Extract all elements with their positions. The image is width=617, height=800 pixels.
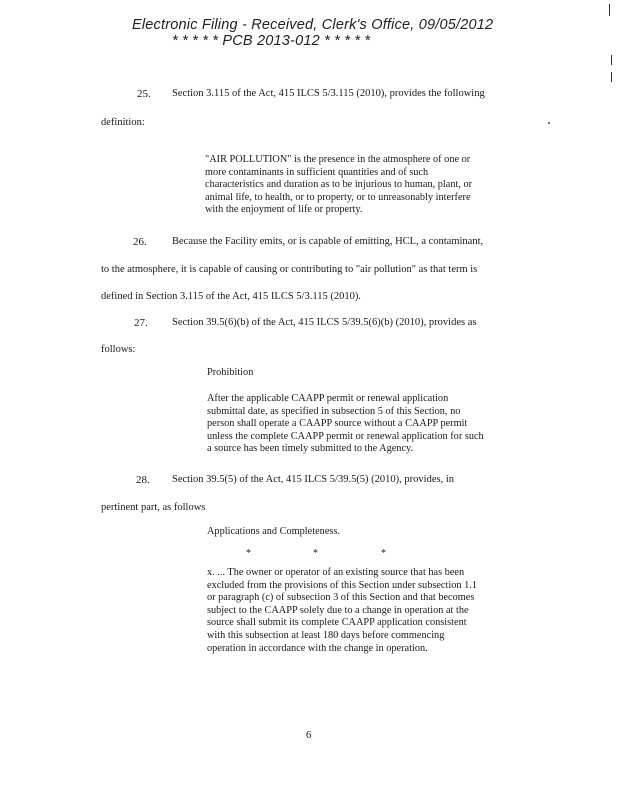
filing-stamp-line2: * * * * * PCB 2013-012 * * * * * xyxy=(172,33,371,49)
quote-line: unless the complete CAAPP permit or renewal application for such xyxy=(207,430,484,442)
quote-line: submittal date, as specified in subsection 5 of this Section, no xyxy=(207,405,461,417)
ellipsis-asterisk: * xyxy=(381,548,386,559)
paragraph-number-27: 27. xyxy=(134,317,148,329)
paragraph-26-line: to the atmosphere, it is capable of causing or contributing to "air pollution" as that term is xyxy=(101,264,478,275)
block-quote-prohibition xyxy=(207,393,484,456)
quote-line: source shall submit its complete CAAPP application consistent xyxy=(207,617,467,629)
quote-line: more contaminants in sufficient quantities and of such xyxy=(205,166,429,178)
block-quote-applications xyxy=(207,567,477,655)
quote-line: with this subsection at least 180 days before commencing xyxy=(207,629,445,641)
paragraph-26-line: Because the Facility emits, or is capable of emitting, HCL, a contaminant, xyxy=(172,236,484,247)
paragraph-number-25: 25. xyxy=(137,88,151,100)
quote-line: or paragraph (c) of subsection 3 of this Section and that becomes xyxy=(207,592,475,604)
ellipsis-asterisk: * xyxy=(313,548,318,559)
paragraph-27-line: Section 39.5(6)(b) of the Act, 415 ILCS 5/39.5(6)(b) (2010), provides as xyxy=(172,317,477,328)
quote-line: operation in accordance with the change in operation. xyxy=(207,642,428,654)
quote-line: "AIR POLLUTION" is the presence in the atmosphere of one or xyxy=(205,154,471,165)
quote-line: excluded from the provisions of this Section under subsection 1.1 xyxy=(207,579,477,591)
paragraph-25-line: Section 3.115 of the Act, 415 ILCS 5/3.115 (2010), provides the following xyxy=(172,88,485,99)
quote-line: with the enjoyment of life or property. xyxy=(205,204,363,216)
scan-speck xyxy=(548,122,550,124)
scan-edge-mark xyxy=(611,55,612,65)
quote-line: After the applicable CAAPP permit or renewal application xyxy=(207,393,449,404)
paragraph-25-line: definition: xyxy=(101,117,145,128)
quote-line: characteristics and duration as to be injurious to human, plant, or xyxy=(205,179,473,191)
quote-line: subject to the CAAPP solely due to a change in operation at the xyxy=(207,604,469,616)
quote-line: animal life, to health, or to property, or to unreasonably interfere xyxy=(205,191,471,203)
quote-line: a source has been timely submitted to the Agency. xyxy=(207,443,414,455)
paragraph-number-28: 28. xyxy=(136,474,150,486)
ellipsis-asterisk: * xyxy=(246,548,251,559)
paragraph-28-line: pertinent part, as follows xyxy=(101,502,206,513)
quote-title-applications: Applications and Completeness. xyxy=(207,526,340,537)
block-quote-air-pollution xyxy=(205,154,472,217)
filing-stamp-line1: Electronic Filing - Received, Clerk's Office, 09/05/2012 xyxy=(132,17,494,33)
paragraph-26-line: defined in Section 3.115 of the Act, 415 ILCS 5/3.115 (2010). xyxy=(101,291,361,302)
quote-line: x. ... The owner or operator of an existing source that has been xyxy=(207,567,465,578)
paragraph-27-line: follows: xyxy=(101,344,136,355)
quote-title-prohibition: Prohibition xyxy=(207,367,254,378)
paragraph-number-26: 26. xyxy=(133,236,147,248)
quote-line: person shall operate a CAAPP source without a CAAPP permit xyxy=(207,418,468,430)
scan-edge-mark xyxy=(609,4,610,16)
page-number: 6 xyxy=(306,730,312,741)
scan-edge-mark xyxy=(611,72,612,82)
paragraph-28-line: Section 39.5(5) of the Act, 415 ILCS 5/39.5(5) (2010), provides, in xyxy=(172,474,455,485)
